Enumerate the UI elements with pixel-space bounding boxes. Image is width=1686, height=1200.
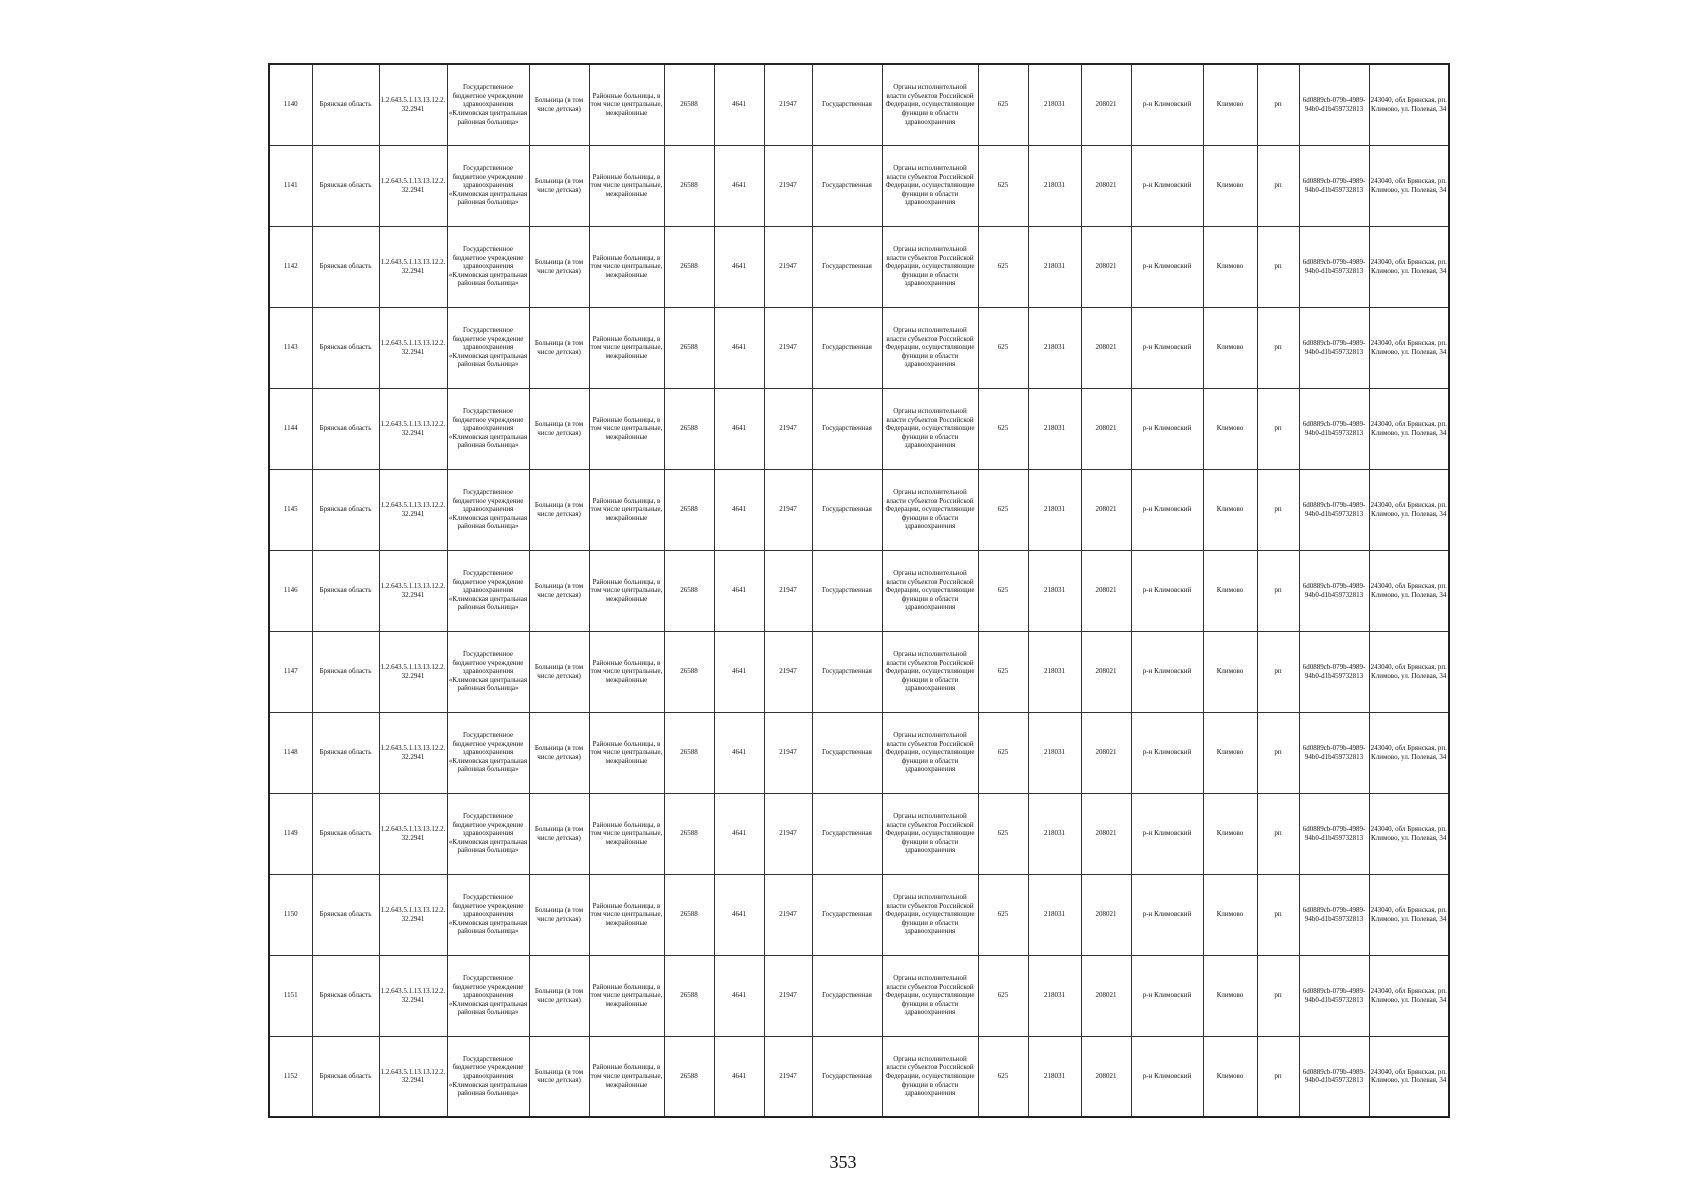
value-cell-3: 21947	[764, 64, 812, 145]
value-cell-4: 625	[978, 1036, 1028, 1117]
address-cell: 243040, обл Брянская, рп. Климово, ул. Полевая, 34	[1369, 469, 1449, 550]
facility-subtype-cell: Районные больницы, в том числе центральные, межрайонные	[589, 550, 664, 631]
locality-cell: Климово	[1203, 469, 1257, 550]
authority-cell: Органы исполнительной власти субъектов Российской Федерации, осуществляющие функции в области здравоохранения	[882, 631, 978, 712]
region-cell: Брянская область	[312, 388, 379, 469]
oid-cell: 1.2.643.5.1.13.13.12.2.32.2941	[379, 64, 447, 145]
value-cell-1: 26588	[664, 388, 714, 469]
district-cell: р-н Климовский	[1131, 550, 1203, 631]
ownership-cell: Государственная	[812, 712, 882, 793]
registry-table	[268, 63, 1450, 1118]
facility-type-cell: Больница (в том числе детская)	[529, 226, 589, 307]
table-row	[269, 307, 1449, 388]
row-number: 1149	[269, 793, 312, 874]
locality-cell: Климово	[1203, 955, 1257, 1036]
value-cell-2: 4641	[714, 469, 764, 550]
oid-cell: 1.2.643.5.1.13.13.12.2.32.2941	[379, 793, 447, 874]
district-cell: р-н Климовский	[1131, 874, 1203, 955]
locality-type-cell: рп	[1257, 388, 1299, 469]
facility-subtype-cell: Районные больницы, в том числе центральные, межрайонные	[589, 145, 664, 226]
authority-cell: Органы исполнительной власти субъектов Российской Федерации, осуществляющие функции в области здравоохранения	[882, 388, 978, 469]
oid-cell: 1.2.643.5.1.13.13.12.2.32.2941	[379, 145, 447, 226]
organization-name-cell: Государственное бюджетное учреждение здравоохранения «Климовская центральная районная больница»	[447, 226, 529, 307]
ownership-cell: Государственная	[812, 469, 882, 550]
value-cell-3: 21947	[764, 712, 812, 793]
region-cell: Брянская область	[312, 712, 379, 793]
address-cell: 243040, обл Брянская, рп. Климово, ул. Полевая, 34	[1369, 874, 1449, 955]
facility-type-cell: Больница (в том числе детская)	[529, 145, 589, 226]
value-cell-3: 21947	[764, 631, 812, 712]
district-cell: р-н Климовский	[1131, 145, 1203, 226]
facility-type-cell: Больница (в том числе детская)	[529, 388, 589, 469]
district-cell: р-н Климовский	[1131, 712, 1203, 793]
row-number: 1141	[269, 145, 312, 226]
organization-name-cell: Государственное бюджетное учреждение здравоохранения «Климовская центральная районная больница»	[447, 307, 529, 388]
locality-type-cell: рп	[1257, 145, 1299, 226]
value-cell-1: 26588	[664, 631, 714, 712]
address-cell: 243040, обл Брянская, рп. Климово, ул. Полевая, 34	[1369, 631, 1449, 712]
value-cell-3: 21947	[764, 145, 812, 226]
region-cell: Брянская область	[312, 64, 379, 145]
value-cell-1: 26588	[664, 145, 714, 226]
region-cell: Брянская область	[312, 145, 379, 226]
value-cell-3: 21947	[764, 307, 812, 388]
facility-type-cell: Больница (в том числе детская)	[529, 307, 589, 388]
locality-type-cell: рп	[1257, 631, 1299, 712]
value-cell-1: 26588	[664, 307, 714, 388]
facility-subtype-cell: Районные больницы, в том числе центральные, межрайонные	[589, 64, 664, 145]
value-cell-2: 4641	[714, 712, 764, 793]
authority-cell: Органы исполнительной власти субъектов Российской Федерации, осуществляющие функции в области здравоохранения	[882, 1036, 978, 1117]
value-cell-5: 218031	[1028, 226, 1081, 307]
value-cell-4: 625	[978, 226, 1028, 307]
ownership-cell: Государственная	[812, 550, 882, 631]
ownership-cell: Государственная	[812, 226, 882, 307]
table-row	[269, 874, 1449, 955]
value-cell-1: 26588	[664, 1036, 714, 1117]
table-row	[269, 550, 1449, 631]
oid-cell: 1.2.643.5.1.13.13.12.2.32.2941	[379, 874, 447, 955]
facility-subtype-cell: Районные больницы, в том числе центральные, межрайонные	[589, 388, 664, 469]
district-cell: р-н Климовский	[1131, 631, 1203, 712]
value-cell-5: 218031	[1028, 631, 1081, 712]
organization-name-cell: Государственное бюджетное учреждение здравоохранения «Климовская центральная районная больница»	[447, 874, 529, 955]
value-cell-2: 4641	[714, 64, 764, 145]
value-cell-1: 26588	[664, 793, 714, 874]
facility-subtype-cell: Районные больницы, в том числе центральные, межрайонные	[589, 631, 664, 712]
facility-subtype-cell: Районные больницы, в том числе центральные, межрайонные	[589, 226, 664, 307]
value-cell-1: 26588	[664, 550, 714, 631]
authority-cell: Органы исполнительной власти субъектов Российской Федерации, осуществляющие функции в области здравоохранения	[882, 145, 978, 226]
value-cell-2: 4641	[714, 631, 764, 712]
organization-name-cell: Государственное бюджетное учреждение здравоохранения «Климовская центральная районная больница»	[447, 631, 529, 712]
row-number: 1152	[269, 1036, 312, 1117]
authority-cell: Органы исполнительной власти субъектов Российской Федерации, осуществляющие функции в области здравоохранения	[882, 64, 978, 145]
table-row	[269, 64, 1449, 145]
row-number: 1144	[269, 388, 312, 469]
organization-name-cell: Государственное бюджетное учреждение здравоохранения «Климовская центральная районная больница»	[447, 1036, 529, 1117]
facility-type-cell: Больница (в том числе детская)	[529, 631, 589, 712]
value-cell-2: 4641	[714, 955, 764, 1036]
ownership-cell: Государственная	[812, 145, 882, 226]
organization-name-cell: Государственное бюджетное учреждение здравоохранения «Климовская центральная районная больница»	[447, 793, 529, 874]
value-cell-5: 218031	[1028, 793, 1081, 874]
district-cell: р-н Климовский	[1131, 307, 1203, 388]
value-cell-5: 218031	[1028, 874, 1081, 955]
oid-cell: 1.2.643.5.1.13.13.12.2.32.2941	[379, 712, 447, 793]
facility-subtype-cell: Районные больницы, в том числе центральные, межрайонные	[589, 1036, 664, 1117]
facility-type-cell: Больница (в том числе детская)	[529, 64, 589, 145]
value-cell-4: 625	[978, 550, 1028, 631]
facility-type-cell: Больница (в том числе детская)	[529, 874, 589, 955]
locality-cell: Климово	[1203, 307, 1257, 388]
value-cell-4: 625	[978, 145, 1028, 226]
value-cell-2: 4641	[714, 145, 764, 226]
value-cell-4: 625	[978, 874, 1028, 955]
ownership-cell: Государственная	[812, 388, 882, 469]
oid-cell: 1.2.643.5.1.13.13.12.2.32.2941	[379, 388, 447, 469]
authority-cell: Органы исполнительной власти субъектов Российской Федерации, осуществляющие функции в области здравоохранения	[882, 469, 978, 550]
value-cell-6: 208021	[1081, 874, 1131, 955]
table-row	[269, 631, 1449, 712]
value-cell-5: 218031	[1028, 307, 1081, 388]
organization-name-cell: Государственное бюджетное учреждение здравоохранения «Климовская центральная районная больница»	[447, 469, 529, 550]
facility-subtype-cell: Районные больницы, в том числе центральные, межрайонные	[589, 793, 664, 874]
district-cell: р-н Климовский	[1131, 469, 1203, 550]
value-cell-3: 21947	[764, 955, 812, 1036]
locality-cell: Климово	[1203, 388, 1257, 469]
address-cell: 243040, обл Брянская, рп. Климово, ул. Полевая, 34	[1369, 793, 1449, 874]
locality-cell: Климово	[1203, 874, 1257, 955]
address-cell: 243040, обл Брянская, рп. Климово, ул. Полевая, 34	[1369, 712, 1449, 793]
row-number: 1148	[269, 712, 312, 793]
value-cell-5: 218031	[1028, 550, 1081, 631]
facility-type-cell: Больница (в том числе детская)	[529, 550, 589, 631]
locality-cell: Климово	[1203, 145, 1257, 226]
row-number: 1142	[269, 226, 312, 307]
locality-cell: Климово	[1203, 64, 1257, 145]
address-cell: 243040, обл Брянская, рп. Климово, ул. Полевая, 34	[1369, 307, 1449, 388]
organization-name-cell: Государственное бюджетное учреждение здравоохранения «Климовская центральная районная больница»	[447, 955, 529, 1036]
table-row	[269, 226, 1449, 307]
locality-type-cell: рп	[1257, 793, 1299, 874]
region-cell: Брянская область	[312, 307, 379, 388]
guid-cell: 6d0889cb-079b-4989-94b0-d1b459732813	[1299, 64, 1369, 145]
value-cell-4: 625	[978, 955, 1028, 1036]
locality-type-cell: рп	[1257, 1036, 1299, 1117]
ownership-cell: Государственная	[812, 1036, 882, 1117]
value-cell-2: 4641	[714, 874, 764, 955]
value-cell-4: 625	[978, 469, 1028, 550]
address-cell: 243040, обл Брянская, рп. Климово, ул. Полевая, 34	[1369, 955, 1449, 1036]
oid-cell: 1.2.643.5.1.13.13.12.2.32.2941	[379, 631, 447, 712]
guid-cell: 6d0889cb-079b-4989-94b0-d1b459732813	[1299, 388, 1369, 469]
value-cell-2: 4641	[714, 388, 764, 469]
guid-cell: 6d0889cb-079b-4989-94b0-d1b459732813	[1299, 631, 1369, 712]
ownership-cell: Государственная	[812, 793, 882, 874]
region-cell: Брянская область	[312, 955, 379, 1036]
district-cell: р-н Климовский	[1131, 388, 1203, 469]
locality-cell: Климово	[1203, 793, 1257, 874]
value-cell-2: 4641	[714, 793, 764, 874]
value-cell-4: 625	[978, 388, 1028, 469]
value-cell-2: 4641	[714, 307, 764, 388]
ownership-cell: Государственная	[812, 874, 882, 955]
ownership-cell: Государственная	[812, 955, 882, 1036]
guid-cell: 6d0889cb-079b-4989-94b0-d1b459732813	[1299, 793, 1369, 874]
facility-type-cell: Больница (в том числе детская)	[529, 712, 589, 793]
value-cell-5: 218031	[1028, 955, 1081, 1036]
locality-cell: Климово	[1203, 712, 1257, 793]
locality-cell: Климово	[1203, 550, 1257, 631]
locality-cell: Климово	[1203, 631, 1257, 712]
oid-cell: 1.2.643.5.1.13.13.12.2.32.2941	[379, 469, 447, 550]
table-row	[269, 145, 1449, 226]
row-number: 1143	[269, 307, 312, 388]
address-cell: 243040, обл Брянская, рп. Климово, ул. Полевая, 34	[1369, 388, 1449, 469]
ownership-cell: Государственная	[812, 64, 882, 145]
locality-type-cell: рп	[1257, 712, 1299, 793]
facility-subtype-cell: Районные больницы, в том числе центральные, межрайонные	[589, 307, 664, 388]
row-number: 1151	[269, 955, 312, 1036]
value-cell-6: 208021	[1081, 469, 1131, 550]
row-number: 1146	[269, 550, 312, 631]
address-cell: 243040, обл Брянская, рп. Климово, ул. Полевая, 34	[1369, 226, 1449, 307]
value-cell-5: 218031	[1028, 1036, 1081, 1117]
guid-cell: 6d0889cb-079b-4989-94b0-d1b459732813	[1299, 712, 1369, 793]
organization-name-cell: Государственное бюджетное учреждение здравоохранения «Климовская центральная районная больница»	[447, 388, 529, 469]
value-cell-3: 21947	[764, 469, 812, 550]
region-cell: Брянская область	[312, 469, 379, 550]
guid-cell: 6d0889cb-079b-4989-94b0-d1b459732813	[1299, 550, 1369, 631]
authority-cell: Органы исполнительной власти субъектов Российской Федерации, осуществляющие функции в области здравоохранения	[882, 226, 978, 307]
value-cell-6: 208021	[1081, 1036, 1131, 1117]
value-cell-6: 208021	[1081, 307, 1131, 388]
locality-type-cell: рп	[1257, 64, 1299, 145]
authority-cell: Органы исполнительной власти субъектов Российской Федерации, осуществляющие функции в области здравоохранения	[882, 307, 978, 388]
guid-cell: 6d0889cb-079b-4989-94b0-d1b459732813	[1299, 874, 1369, 955]
value-cell-3: 21947	[764, 1036, 812, 1117]
locality-type-cell: рп	[1257, 955, 1299, 1036]
table-row	[269, 388, 1449, 469]
organization-name-cell: Государственное бюджетное учреждение здравоохранения «Климовская центральная районная больница»	[447, 64, 529, 145]
value-cell-5: 218031	[1028, 145, 1081, 226]
authority-cell: Органы исполнительной власти субъектов Российской Федерации, осуществляющие функции в области здравоохранения	[882, 793, 978, 874]
facility-subtype-cell: Районные больницы, в том числе центральные, межрайонные	[589, 469, 664, 550]
value-cell-3: 21947	[764, 550, 812, 631]
value-cell-3: 21947	[764, 226, 812, 307]
value-cell-4: 625	[978, 631, 1028, 712]
organization-name-cell: Государственное бюджетное учреждение здравоохранения «Климовская центральная районная больница»	[447, 550, 529, 631]
district-cell: р-н Климовский	[1131, 226, 1203, 307]
ownership-cell: Государственная	[812, 631, 882, 712]
district-cell: р-н Климовский	[1131, 793, 1203, 874]
facility-subtype-cell: Районные больницы, в том числе центральные, межрайонные	[589, 874, 664, 955]
value-cell-6: 208021	[1081, 388, 1131, 469]
oid-cell: 1.2.643.5.1.13.13.12.2.32.2941	[379, 955, 447, 1036]
address-cell: 243040, обл Брянская, рп. Климово, ул. Полевая, 34	[1369, 550, 1449, 631]
ownership-cell: Государственная	[812, 307, 882, 388]
table-row	[269, 712, 1449, 793]
value-cell-6: 208021	[1081, 64, 1131, 145]
oid-cell: 1.2.643.5.1.13.13.12.2.32.2941	[379, 550, 447, 631]
district-cell: р-н Климовский	[1131, 955, 1203, 1036]
locality-type-cell: рп	[1257, 550, 1299, 631]
value-cell-1: 26588	[664, 955, 714, 1036]
guid-cell: 6d0889cb-079b-4989-94b0-d1b459732813	[1299, 1036, 1369, 1117]
organization-name-cell: Государственное бюджетное учреждение здравоохранения «Климовская центральная районная больница»	[447, 712, 529, 793]
value-cell-1: 26588	[664, 226, 714, 307]
address-cell: 243040, обл Брянская, рп. Климово, ул. Полевая, 34	[1369, 1036, 1449, 1117]
value-cell-1: 26588	[664, 469, 714, 550]
locality-type-cell: рп	[1257, 307, 1299, 388]
value-cell-2: 4641	[714, 226, 764, 307]
authority-cell: Органы исполнительной власти субъектов Российской Федерации, осуществляющие функции в области здравоохранения	[882, 550, 978, 631]
address-cell: 243040, обл Брянская, рп. Климово, ул. Полевая, 34	[1369, 64, 1449, 145]
guid-cell: 6d0889cb-079b-4989-94b0-d1b459732813	[1299, 307, 1369, 388]
locality-type-cell: рп	[1257, 226, 1299, 307]
row-number: 1150	[269, 874, 312, 955]
value-cell-4: 625	[978, 64, 1028, 145]
region-cell: Брянская область	[312, 874, 379, 955]
region-cell: Брянская область	[312, 226, 379, 307]
value-cell-2: 4641	[714, 1036, 764, 1117]
value-cell-3: 21947	[764, 793, 812, 874]
region-cell: Брянская область	[312, 793, 379, 874]
facility-type-cell: Больница (в том числе детская)	[529, 793, 589, 874]
locality-type-cell: рп	[1257, 874, 1299, 955]
row-number: 1147	[269, 631, 312, 712]
table-row	[269, 793, 1449, 874]
value-cell-6: 208021	[1081, 226, 1131, 307]
locality-cell: Климово	[1203, 226, 1257, 307]
row-number: 1140	[269, 64, 312, 145]
value-cell-4: 625	[978, 712, 1028, 793]
value-cell-4: 625	[978, 793, 1028, 874]
value-cell-6: 208021	[1081, 145, 1131, 226]
table-row	[269, 1036, 1449, 1117]
guid-cell: 6d0889cb-079b-4989-94b0-d1b459732813	[1299, 955, 1369, 1036]
authority-cell: Органы исполнительной власти субъектов Российской Федерации, осуществляющие функции в области здравоохранения	[882, 712, 978, 793]
table-row	[269, 955, 1449, 1036]
locality-cell: Климово	[1203, 1036, 1257, 1117]
value-cell-6: 208021	[1081, 550, 1131, 631]
facility-type-cell: Больница (в том числе детская)	[529, 1036, 589, 1117]
oid-cell: 1.2.643.5.1.13.13.12.2.32.2941	[379, 226, 447, 307]
value-cell-3: 21947	[764, 874, 812, 955]
district-cell: р-н Климовский	[1131, 1036, 1203, 1117]
organization-name-cell: Государственное бюджетное учреждение здравоохранения «Климовская центральная районная больница»	[447, 145, 529, 226]
authority-cell: Органы исполнительной власти субъектов Российской Федерации, осуществляющие функции в области здравоохранения	[882, 874, 978, 955]
authority-cell: Органы исполнительной власти субъектов Российской Федерации, осуществляющие функции в области здравоохранения	[882, 955, 978, 1036]
row-number: 1145	[269, 469, 312, 550]
value-cell-1: 26588	[664, 712, 714, 793]
registry-table-body	[269, 64, 1449, 1117]
value-cell-4: 625	[978, 307, 1028, 388]
oid-cell: 1.2.643.5.1.13.13.12.2.32.2941	[379, 307, 447, 388]
value-cell-5: 218031	[1028, 469, 1081, 550]
address-cell: 243040, обл Брянская, рп. Климово, ул. Полевая, 34	[1369, 145, 1449, 226]
facility-subtype-cell: Районные больницы, в том числе центральные, межрайонные	[589, 712, 664, 793]
value-cell-3: 21947	[764, 388, 812, 469]
table-row	[269, 469, 1449, 550]
guid-cell: 6d0889cb-079b-4989-94b0-d1b459732813	[1299, 145, 1369, 226]
district-cell: р-н Климовский	[1131, 64, 1203, 145]
facility-type-cell: Больница (в том числе детская)	[529, 469, 589, 550]
value-cell-5: 218031	[1028, 388, 1081, 469]
value-cell-5: 218031	[1028, 712, 1081, 793]
facility-subtype-cell: Районные больницы, в том числе центральные, межрайонные	[589, 955, 664, 1036]
value-cell-6: 208021	[1081, 712, 1131, 793]
guid-cell: 6d0889cb-079b-4989-94b0-d1b459732813	[1299, 469, 1369, 550]
region-cell: Брянская область	[312, 631, 379, 712]
region-cell: Брянская область	[312, 1036, 379, 1117]
value-cell-2: 4641	[714, 550, 764, 631]
oid-cell: 1.2.643.5.1.13.13.12.2.32.2941	[379, 1036, 447, 1117]
value-cell-1: 26588	[664, 64, 714, 145]
locality-type-cell: рп	[1257, 469, 1299, 550]
value-cell-6: 208021	[1081, 793, 1131, 874]
value-cell-1: 26588	[664, 874, 714, 955]
page-number: 353	[829, 1152, 857, 1172]
value-cell-5: 218031	[1028, 64, 1081, 145]
facility-type-cell: Больница (в том числе детская)	[529, 955, 589, 1036]
guid-cell: 6d0889cb-079b-4989-94b0-d1b459732813	[1299, 226, 1369, 307]
value-cell-6: 208021	[1081, 955, 1131, 1036]
value-cell-6: 208021	[1081, 631, 1131, 712]
region-cell: Брянская область	[312, 550, 379, 631]
